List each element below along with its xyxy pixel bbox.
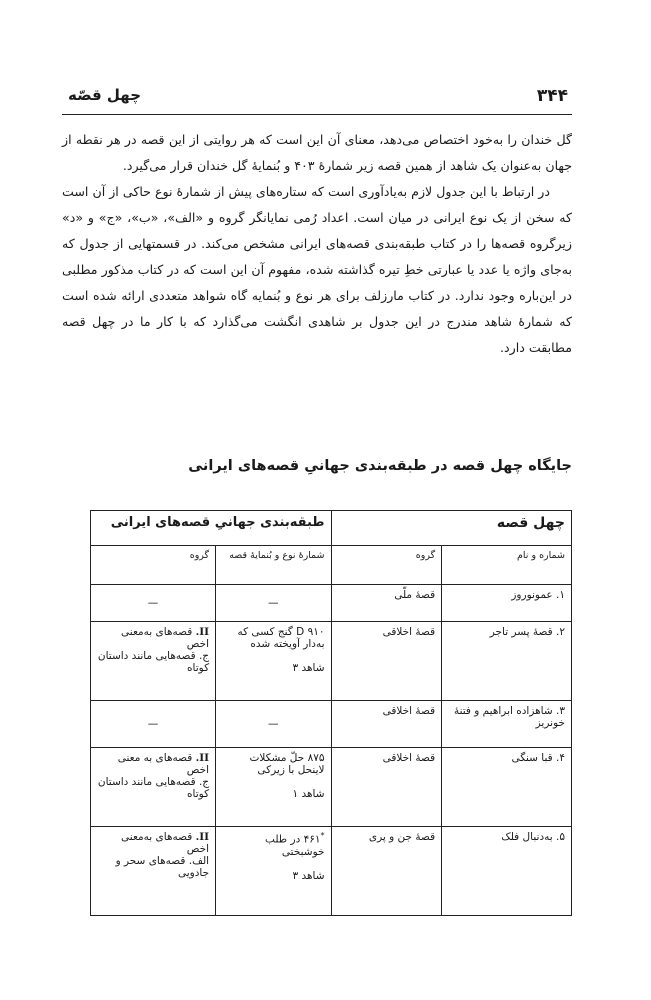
table-column-header-row xyxy=(91,546,572,585)
story-number-name: ۱. عمونوروز xyxy=(442,585,572,622)
subgroup-line: الف. قصه‌های سحر و جادویی xyxy=(115,855,210,879)
classification-group-cell xyxy=(91,748,216,827)
page-header xyxy=(68,86,568,108)
table-row xyxy=(91,701,572,748)
type-number-text: ۹۱۰ D گنج کسی که به‌دار آویخته شده xyxy=(237,626,325,650)
column-header-number-name: شماره و نام xyxy=(442,546,572,585)
type-number-cell xyxy=(216,827,331,916)
type-number-cell: — xyxy=(216,585,331,622)
type-number-text xyxy=(222,831,324,858)
story-number-name: ۵. به‌دنبال فلک xyxy=(442,827,572,916)
story-number-name: ۳. شاهزاده ابراهیم و فتنهٔ خونریز xyxy=(442,701,572,748)
roman-group-number: II. xyxy=(195,831,210,843)
story-group: قصهٔ اخلاقی xyxy=(331,622,442,701)
column-header-group: گروه xyxy=(331,546,442,585)
iranian-type-star: * xyxy=(320,831,325,840)
type-number-cell: — xyxy=(216,701,331,748)
witness-number: شاهد ۳ xyxy=(292,869,325,882)
table-row xyxy=(91,585,572,622)
table-group-header-row xyxy=(91,511,572,546)
column-header-type-number: شمارهٔ نوع و بُنمایهٔ قصه xyxy=(216,546,331,585)
table-row xyxy=(91,748,572,827)
type-number-cell xyxy=(216,748,331,827)
section-title: جایگاه چهل قصه در طبقه‌بندی جهانیِ قصه‌های ایرانی xyxy=(188,458,572,474)
classification-group-cell xyxy=(91,827,216,916)
subgroup-line: قصه‌های به‌معنی اخص xyxy=(121,831,210,855)
paragraph: گل خندان را به‌خود اختصاص می‌دهد، معنای آن این است که هر روایتی از این قصه در هر نقطه از جهان به‌عنوان یک شاهد از همین قصه زیر شمارهٔ ۴۰۳ و بُنمایهٔ گل خندان قرار می‌گیرد. xyxy=(62,132,572,173)
roman-group-number: II. xyxy=(195,626,210,638)
subgroup-line: قصه‌های به‌معنی اخص xyxy=(121,626,210,650)
subgroup-line: ج. قصه‌هایی مانند داستان کوتاه xyxy=(97,650,210,674)
witness-number: شاهد ۱ xyxy=(292,788,325,800)
story-number-name: ۴. قبا سنگی xyxy=(442,748,572,827)
subgroup-line: قصه‌های به معنی اخص xyxy=(117,752,210,776)
paragraph: در ارتباط با این جدول لازم به‌یادآوری است که ستاره‌های پیش از شمارهٔ نوع حاکی از آن است که سخن از یک نوع ایرانی در میان است. اعداد رُمی نمایانگر گروه و «الف»، «ب»، «ج» و «د» زیرگروه قصه‌ها را در کتاب طبقه‌بندی قصه‌های ایرانی مشخص می‌کند. در قسمتهایی از جدول که به‌جای واژه یا عدد یا عبارتی خطِ تیره گذاشته شده، مفهوم آن این است که در کتاب مذکور مطلبی در این‌باره وجود ندارد. در کتاب مارزلف برای هر نوع و بُنمایه گاه شواهد متعددی ارائه شده است که شمارهٔ شاهد مندرج در این جدول بر شاهدی انگشت می‌گذارد که با کار ما در چهل قصه مطابقت دارد. xyxy=(62,184,572,355)
classification-table xyxy=(90,510,572,916)
classification-header: طبقه‌بندی جهانیِ قصه‌های ایرانی xyxy=(91,511,332,546)
header-rule xyxy=(62,114,572,115)
classification-group-cell xyxy=(91,622,216,701)
story-group: قصهٔ جن و پری xyxy=(331,827,442,916)
type-number-cell xyxy=(216,622,331,701)
chehel-ghesse-header: چهل قصه xyxy=(331,511,571,546)
roman-group-number: II. xyxy=(195,752,210,764)
story-number-name: ۲. قصهٔ پسر تاجر xyxy=(442,622,572,701)
table-row xyxy=(91,827,572,916)
type-number-label: ۴۶۱ در طلب خوشبختی xyxy=(265,833,325,858)
book-title: چهل قصّه xyxy=(68,86,142,104)
classification-group-cell: — xyxy=(91,701,216,748)
type-number-text: ۸۷۵ حلّ مشکلات لاینحل با زیرکی xyxy=(249,752,325,776)
table-row xyxy=(91,622,572,701)
subgroup-line: ج. قصه‌هایی مانند داستان کوتاه xyxy=(97,776,210,800)
classification-group-cell: — xyxy=(91,585,216,622)
story-group: قصهٔ اخلاقی xyxy=(331,701,442,748)
story-group: قصهٔ اخلاقی xyxy=(331,748,442,827)
witness-number: شاهد ۳ xyxy=(292,662,325,674)
page-number: ۳۴۴ xyxy=(536,86,568,106)
body-text xyxy=(62,127,572,361)
story-group: قصهٔ ملّی xyxy=(331,585,442,622)
column-header-group: گروه xyxy=(91,546,216,585)
